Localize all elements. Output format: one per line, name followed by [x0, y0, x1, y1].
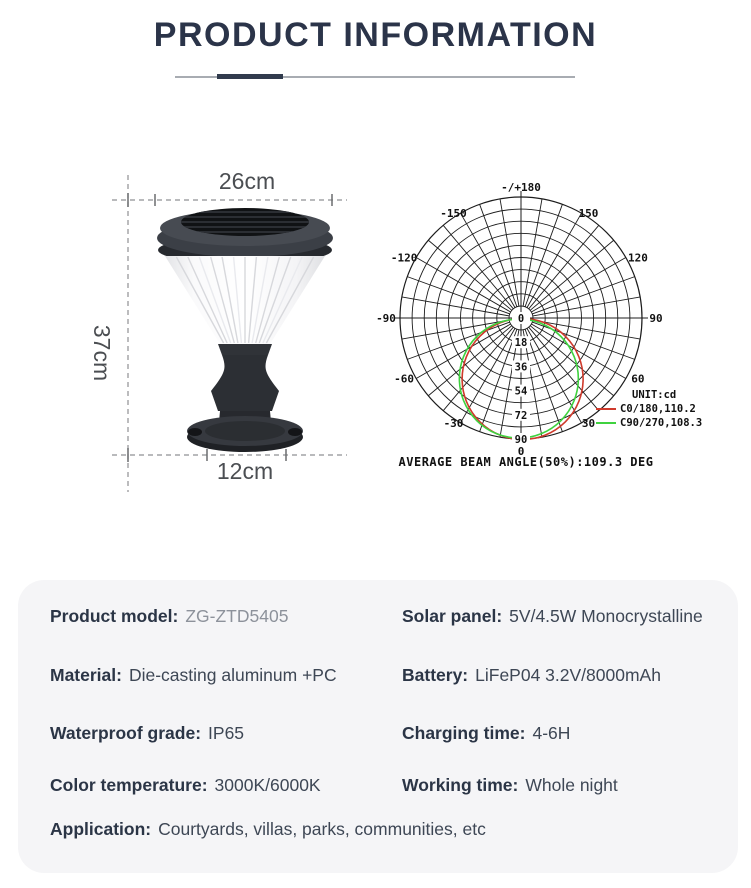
polar-radial-label: 0: [517, 313, 525, 325]
polar-angle-label: 60: [631, 372, 645, 386]
spec-label: Charging time:: [402, 723, 526, 743]
polar-radial-label: 36: [514, 361, 528, 374]
title-underline: [175, 74, 575, 80]
legend-item-c90-270: [596, 416, 748, 430]
spec-label: Battery:: [402, 665, 469, 685]
spec-label: Working time:: [402, 775, 519, 795]
photometric-chart: [370, 175, 680, 475]
spec-value: IP65: [208, 723, 245, 743]
legend-swatch-green: [596, 422, 616, 424]
spec-item-battery: [402, 665, 718, 686]
spec-value: 5V/4.5W Monocrystalline: [509, 606, 703, 626]
polar-spoke: [533, 297, 640, 316]
spec-value: Courtyards, villas, parks, communities, etc: [158, 819, 486, 839]
spec-row: [50, 819, 718, 840]
title-underline-accent: [217, 74, 283, 79]
spec-value: Whole night: [525, 775, 618, 795]
dimension-height: 37cm: [89, 324, 115, 382]
spec-row: [50, 665, 718, 686]
spec-label: Solar panel:: [402, 606, 503, 626]
spec-item-application: [50, 819, 486, 840]
polar-radial-label: 54: [514, 385, 528, 398]
lamp-illustration: [25, 160, 365, 500]
polar-angle-label: 90: [649, 312, 663, 325]
polar-angle-label: 150: [578, 207, 599, 221]
page-title: PRODUCT INFORMATION: [153, 16, 598, 54]
polar-angle-label: 30: [581, 416, 596, 430]
polar-spoke: [402, 320, 509, 339]
dimension-top-width: 26cm: [218, 168, 276, 194]
spec-row: [50, 775, 718, 796]
legend-item-c0-180: [596, 402, 748, 416]
lamp-base: [187, 416, 303, 452]
polar-diagram: [370, 175, 680, 475]
polar-angle-label: -150: [440, 207, 467, 221]
chart-caption: AVERAGE BEAM ANGLE(50%):109.3 DEG: [398, 455, 654, 469]
spec-value: ZG-ZTD5405: [185, 606, 289, 626]
dimension-base-width: 12cm: [216, 458, 274, 484]
spec-value: 4-6H: [532, 723, 571, 743]
spec-label: Product model:: [50, 606, 179, 626]
legend-label-c90-270: C90/270,108.3: [620, 417, 703, 429]
legend-label-c0-180: C0/180,110.2: [620, 403, 696, 415]
polar-spoke: [533, 320, 640, 339]
spec-value: LiFeP04 3.2V/8000mAh: [475, 665, 661, 685]
spec-item-product-model: [50, 606, 402, 627]
polar-spoke: [523, 199, 542, 306]
spec-label: Material:: [50, 665, 122, 685]
polar-angle-label: 0: [517, 445, 525, 458]
spec-value: Die-casting aluminum +PC: [128, 665, 337, 685]
polar-angle-label: 120: [627, 251, 648, 265]
product-image: [25, 160, 365, 500]
spec-row: [50, 606, 718, 627]
polar-angle-label: -/+180: [501, 181, 541, 194]
spec-label: Application:: [50, 819, 152, 839]
spec-label: Color temperature:: [50, 775, 208, 795]
polar-spoke: [402, 297, 509, 316]
spec-row: [50, 723, 718, 744]
polar-angle-label: -60: [394, 372, 415, 386]
polar-angle-label: -120: [390, 251, 418, 265]
spec-item-charging-time: [402, 723, 718, 744]
legend-swatch-red: [596, 408, 616, 410]
polar-radial-label: 18: [514, 337, 528, 350]
spec-item-waterproof-grade: [50, 723, 402, 744]
polar-spoke: [500, 199, 519, 306]
chart-legend: [596, 388, 748, 430]
spec-item-working-time: [402, 775, 718, 796]
spec-item-solar-panel: [402, 606, 718, 627]
polar-angle-label: -90: [376, 312, 396, 325]
lamp-cap: [157, 208, 333, 264]
polar-radial-label: 90: [514, 434, 528, 446]
legend-unit-label: UNIT:cd: [632, 389, 677, 401]
spec-item-color-temperature: [50, 775, 402, 796]
spec-value: 3000K/6000K: [214, 775, 321, 795]
polar-radial-label: 72: [514, 409, 528, 422]
spec-card: [18, 580, 738, 873]
polar-angle-label: -30: [443, 416, 464, 430]
spec-item-material: [50, 665, 402, 686]
spec-label: Waterproof grade:: [50, 723, 202, 743]
